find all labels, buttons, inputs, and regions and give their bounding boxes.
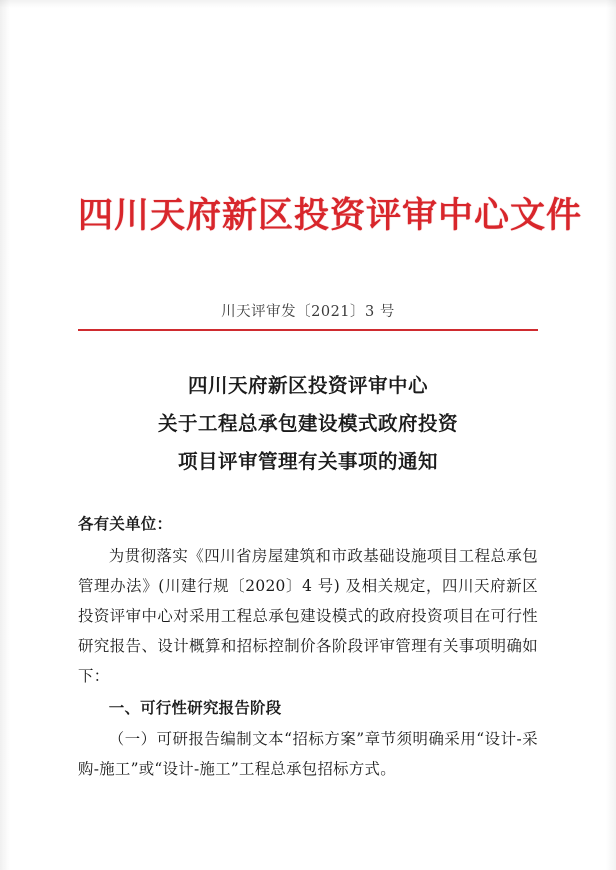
document-masthead-title: 四川天府新区投资评审中心文件 <box>78 195 583 236</box>
document-salutation: 各有关单位： <box>78 515 173 534</box>
document-body <box>78 509 538 783</box>
document-title-line-2: 关于工程总承包建设模式政府投资 <box>157 412 458 436</box>
document-title-block <box>78 367 538 481</box>
document-title-line-3: 项目评审管理有关事项的通知 <box>177 450 438 474</box>
document-paragraph-2: （一）可研报告编制文本“招标方案”章节须明确采用“设计-采购-施工”或“设计-施工”工程总承包招标方式。 <box>78 729 538 778</box>
document-title-line-1: 四川天府新区投资评审中心 <box>187 374 428 398</box>
red-horizontal-rule <box>78 329 538 331</box>
document-number: 川天评审发〔2021〕3 号 <box>221 304 395 321</box>
document-section-1-heading: 一、可行性研究报告阶段 <box>108 699 282 718</box>
document-paragraph-1: 为贯彻落实《四川省房屋建筑和市政基础设施项目工程总承包管理办法》(川建行规〔2020〕4 号) 及相关规定，四川天府新区投资评审中心对采用工程总承包建设模式的政府投资项目在可行性研究报告、设计概算和招标控制价各阶段评审管理有关事项明确如下： <box>78 547 538 686</box>
